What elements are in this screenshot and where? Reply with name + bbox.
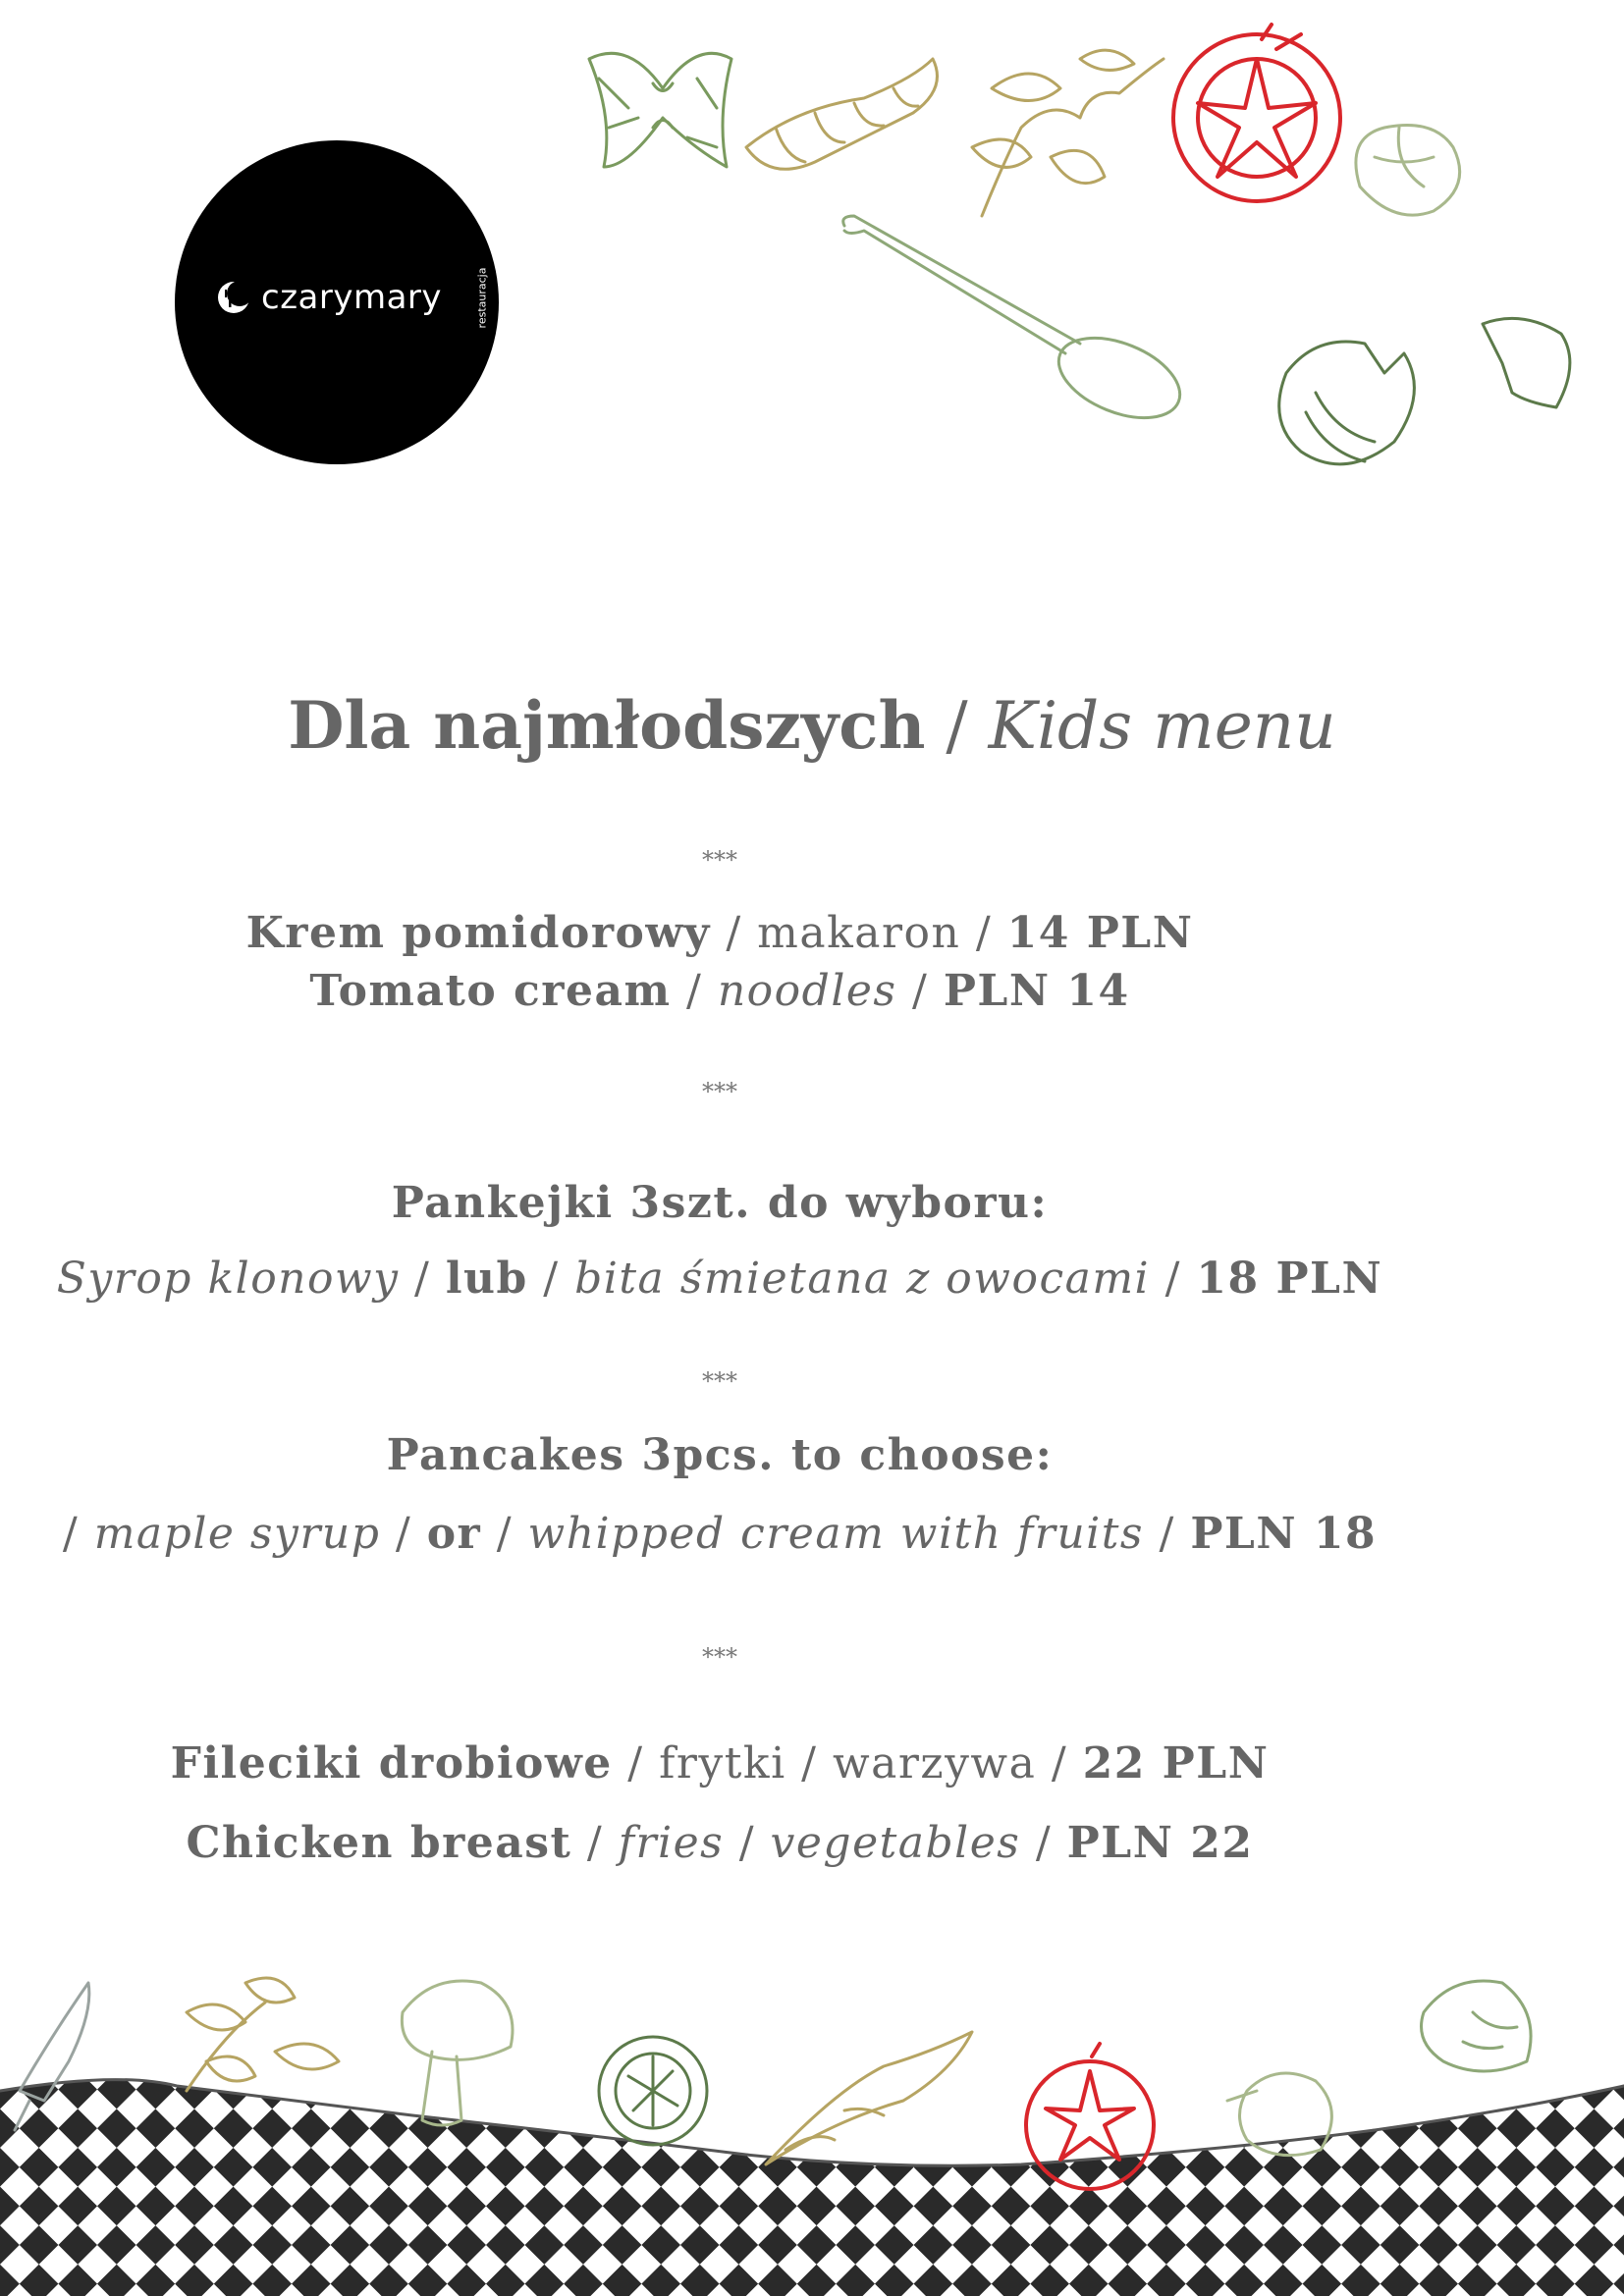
tomato-icon [1173, 25, 1340, 201]
separator: *** [702, 846, 737, 874]
item-price: 18 PLN [1196, 1254, 1383, 1304]
item-option: makaron [757, 908, 961, 958]
zucchini-slice-icon [599, 2037, 707, 2145]
item-price: PLN 22 [1066, 1818, 1254, 1868]
title-polish: Dla najmłodszych [288, 687, 926, 764]
farfalle-icon [589, 53, 731, 167]
egg-icon [1279, 318, 1570, 463]
parsley-icon [972, 50, 1164, 216]
mushroom-icon [1422, 1981, 1532, 2071]
menu-item-pancakes-en-options: / maple syrup / or / whipped cream with fruits / PLN 18 [62, 1509, 1378, 1559]
fork-moon-icon [214, 278, 253, 317]
item-option: whipped cream with fruits [527, 1509, 1145, 1559]
menu-item-pancakes-en-heading [0, 1430, 1439, 1480]
menu-item-chicken-en: Chicken breast / fries / vegetables / PLN 22 [186, 1818, 1254, 1868]
parsley-icon [187, 1978, 339, 2091]
top-food-illustrations [569, 20, 1610, 481]
menu-item-soup-en: Tomato cream / noodles / PLN 14 [309, 966, 1130, 1016]
title-separator: / [925, 688, 989, 764]
item-name: Krem pomidorowy [245, 908, 711, 958]
item-side: fries [618, 1818, 725, 1868]
menu-item-chicken-pl: Fileciki drobiowe / frytki / warzywa / 22 PLN [170, 1738, 1270, 1789]
spoon-icon [843, 216, 1192, 434]
item-price: 14 PLN [1006, 908, 1194, 958]
item-option: bita śmietana z owocami [574, 1254, 1151, 1304]
checkered-tablecloth [0, 2052, 1624, 2296]
menu-item-soup-pl: Krem pomidorowy / makaron / 14 PLN [245, 908, 1194, 958]
separator: *** [702, 1643, 737, 1671]
menu-item-pancakes-pl-heading [0, 1178, 1439, 1228]
item-or: lub [445, 1254, 528, 1304]
item-side: warzywa [832, 1738, 1037, 1789]
mushroom-icon [1356, 126, 1460, 216]
item-price: PLN 14 [943, 966, 1130, 1016]
logo-content [214, 267, 513, 328]
item-name: Tomato cream [309, 966, 672, 1016]
fusilli-icon [746, 59, 938, 169]
title-english: Kids menu [988, 688, 1336, 764]
menu-title [0, 687, 1624, 765]
item-option: noodles [717, 966, 897, 1016]
basil-icon [766, 2032, 972, 2164]
restaurant-logo [175, 140, 499, 464]
separator: *** [702, 1367, 737, 1395]
item-heading: Pancakes 3pcs. to choose: [386, 1430, 1054, 1480]
item-or: or [426, 1509, 482, 1559]
item-heading: Pankejki 3szt. do wyboru: [391, 1178, 1049, 1228]
mushroom-icon [402, 1981, 513, 2125]
item-side: vegetables [770, 1818, 1021, 1868]
item-option: maple syrup [93, 1509, 381, 1559]
item-name: Fileciki drobiowe [170, 1738, 613, 1789]
logo-subtitle: restauracja [475, 267, 489, 328]
menu-item-pancakes-pl-options: Syrop klonowy / lub / bita śmietana z owocami / 18 PLN [56, 1254, 1383, 1304]
bottom-food-illustrations [0, 1953, 1624, 2296]
item-name: Chicken breast [186, 1818, 572, 1868]
separator: *** [702, 1078, 737, 1105]
item-side: frytki [659, 1738, 786, 1789]
item-price: 22 PLN [1082, 1738, 1270, 1789]
item-option: Syrop klonowy [56, 1254, 400, 1304]
logo-wordmark: czarymary [261, 278, 443, 317]
item-price: PLN 18 [1190, 1509, 1378, 1559]
